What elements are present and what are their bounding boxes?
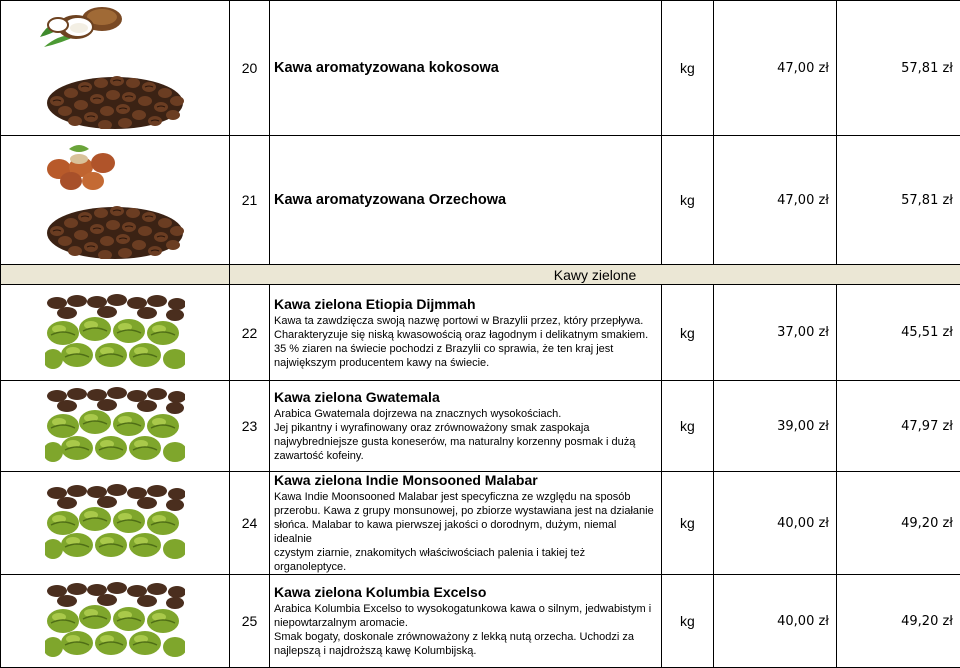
- green-coffee-image: [45, 386, 185, 466]
- green-coffee-image: [45, 293, 185, 373]
- description-line: najwybredniejsze gusta koneserów, ma naturalny korzenny posmak i dużą: [274, 435, 657, 449]
- description-line: niepowtarzalnym aromacie.: [274, 616, 657, 630]
- product-image-cell: [1, 472, 230, 575]
- table-row: [1, 575, 960, 668]
- description-line: Kawa Indie Moonsooned Malabar jest specyficzna ze względu na sposób: [274, 490, 657, 504]
- unit: kg: [662, 575, 714, 668]
- description-line: przerobu. Kawa z grupy monsunowej, po zbiorze wystawiana jest na działanie: [274, 504, 657, 518]
- green-coffee-image: [45, 581, 185, 661]
- product-name: Kawa zielona Kolumbia Excelso: [274, 584, 657, 600]
- net-price: 39,00 zł: [714, 381, 837, 472]
- table-row: [1, 285, 960, 381]
- description-line: Arabica Gwatemala dojrzewa na znacznych wysokościach.: [274, 407, 657, 421]
- unit: kg: [662, 1, 714, 136]
- product-name: Kawa aromatyzowana Orzechowa: [274, 192, 657, 208]
- unit: kg: [662, 285, 714, 381]
- description-line: Jej pikantny i wyrafinowany oraz zrównoważony smak zaspokaja: [274, 421, 657, 435]
- description-line: 35 % ziaren na świecie pochodzi z Brazylii co sprawia, że ten kraj jest: [274, 342, 657, 356]
- product-image-cell: [1, 136, 230, 265]
- net-price: 47,00 zł: [714, 136, 837, 265]
- gross-price: 47,97 zł: [837, 381, 960, 472]
- unit: kg: [662, 472, 714, 575]
- product-name: Kawa zielona Indie Monsooned Malabar: [274, 472, 657, 488]
- item-number: 24: [230, 472, 270, 575]
- gross-price: 57,81 zł: [837, 1, 960, 136]
- description-line: największym producentem kawy na świecie.: [274, 356, 657, 370]
- item-number: 21: [230, 136, 270, 265]
- unit: kg: [662, 381, 714, 472]
- description-line: Kawa ta zawdzięcza swoją nazwę portowi w Brazylii przez, który przepływa.: [274, 314, 657, 328]
- gross-price: 49,20 zł: [837, 575, 960, 668]
- description-line: zawartość kofeiny.: [274, 449, 657, 463]
- item-number: 20: [230, 1, 270, 136]
- section-title: Kawy zielone: [230, 265, 960, 285]
- table-row: [1, 472, 960, 575]
- product-name: Kawa aromatyzowana kokosowa: [274, 60, 657, 76]
- section-header-row: [1, 265, 960, 285]
- product-image-cell: [1, 1, 230, 136]
- product-image-cell: [1, 285, 230, 381]
- gross-price: 49,20 zł: [837, 472, 960, 575]
- description-line: słońca. Malabar to kawa pierwszej jakości o dorodnym, dużym, niemal idealnie: [274, 518, 657, 546]
- product-image-cell: [1, 575, 230, 668]
- net-price: 40,00 zł: [714, 575, 837, 668]
- green-coffee-image: [45, 483, 185, 563]
- description-line: Smak bogaty, doskonale zrównoważony z lekką nutą orzecha. Uchodzi za: [274, 630, 657, 644]
- gross-price: 57,81 zł: [837, 136, 960, 265]
- gross-price: 45,51 zł: [837, 285, 960, 381]
- description-line: Charakteryzuje się niską kwasowością oraz łagodnym i delikatnym smakiem.: [274, 328, 657, 342]
- hazelnut-coffee-image: [45, 141, 185, 259]
- description-line: czystym ziarnie, znakomitych właściwościach palenia i takiej też organoleptyce.: [274, 546, 657, 574]
- table-row: [1, 381, 960, 472]
- table-row: [1, 136, 960, 265]
- description-line: najlepszą i najdroższą kawę Kolumbijską.: [274, 644, 657, 658]
- item-number: 25: [230, 575, 270, 668]
- product-image-cell: [1, 381, 230, 472]
- net-price: 47,00 zł: [714, 1, 837, 136]
- table-row: [1, 1, 960, 136]
- net-price: 40,00 zł: [714, 472, 837, 575]
- description-line: Arabica Kolumbia Excelso to wysokogatunkowa kawa o silnym, jedwabistym i: [274, 602, 657, 616]
- net-price: 37,00 zł: [714, 285, 837, 381]
- item-number: 22: [230, 285, 270, 381]
- coconut-coffee-image: [40, 7, 190, 129]
- unit: kg: [662, 136, 714, 265]
- product-name: Kawa zielona Etiopia Dijmmah: [274, 296, 657, 312]
- product-name: Kawa zielona Gwatemala: [274, 389, 657, 405]
- item-number: 23: [230, 381, 270, 472]
